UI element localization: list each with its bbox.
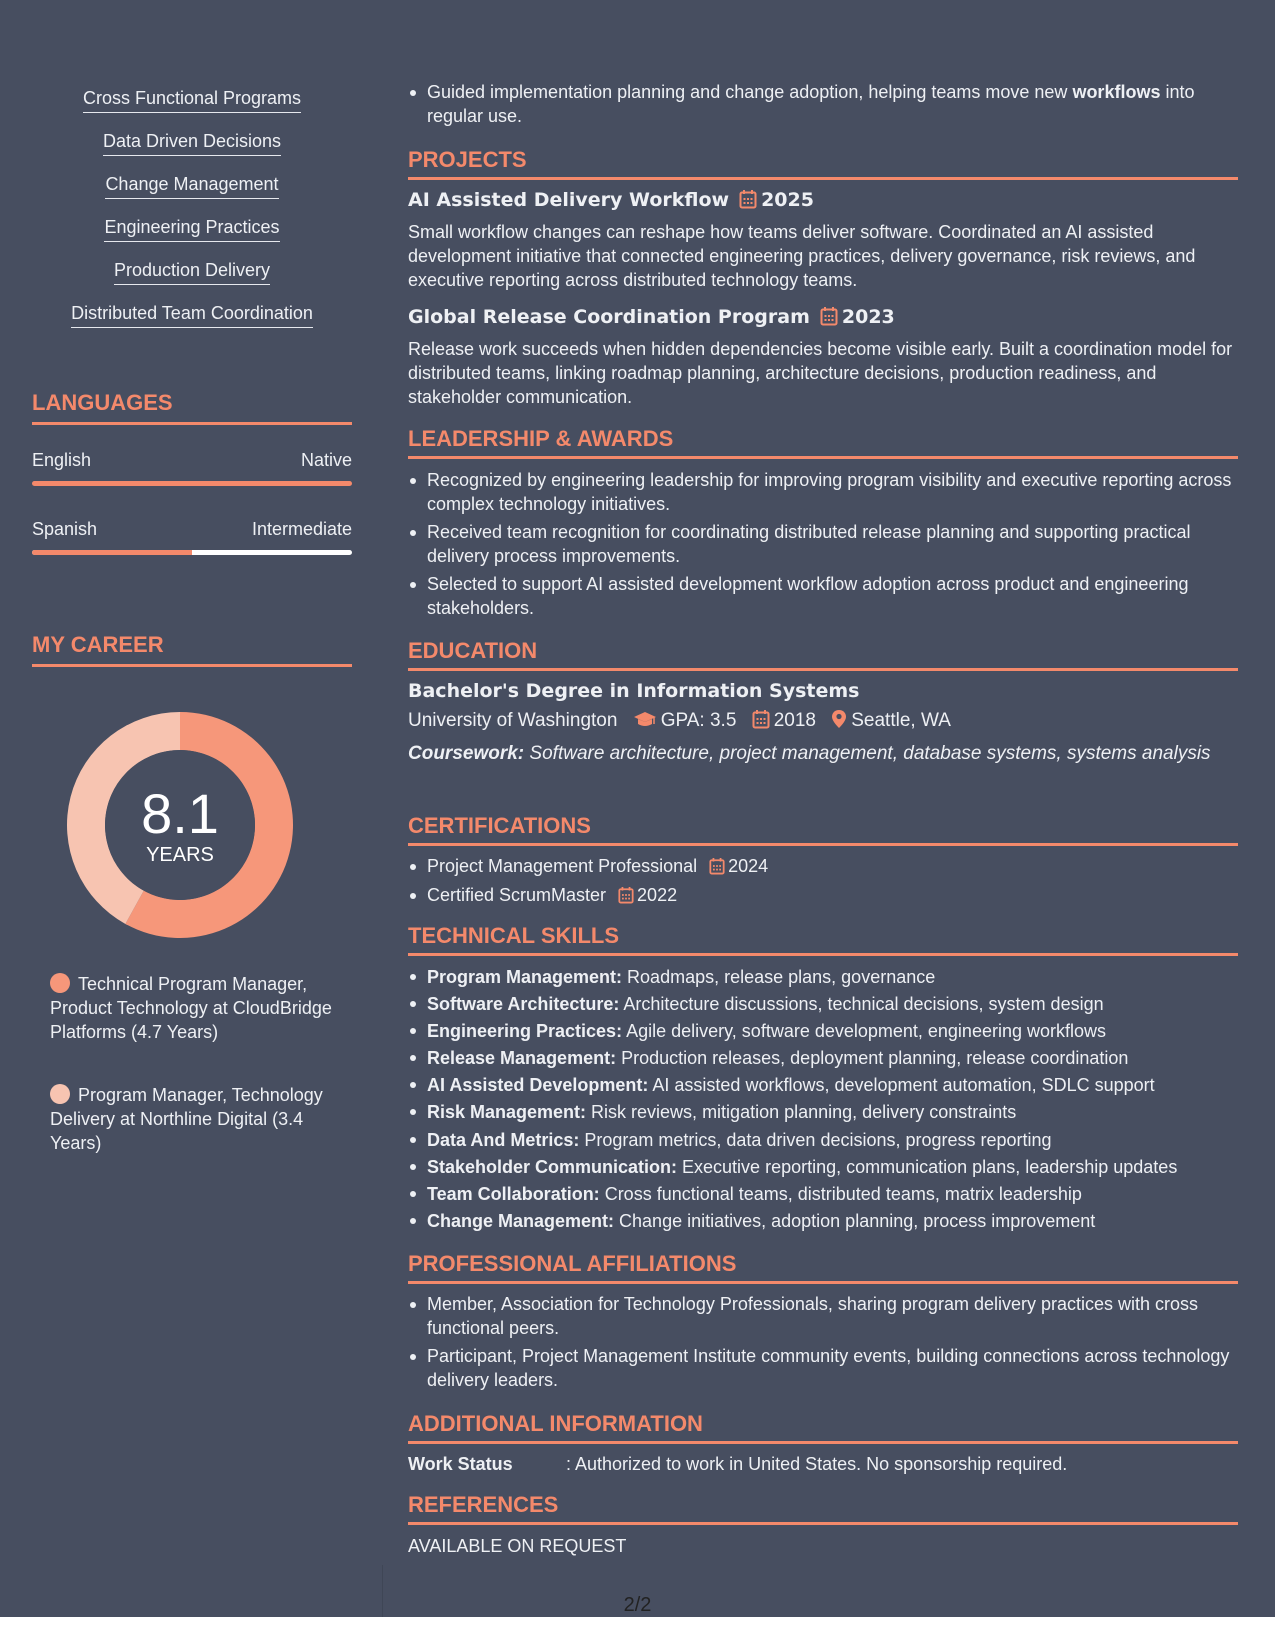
career-total: 8.1 (141, 782, 219, 845)
skill-label: Stakeholder Communication: (427, 1156, 678, 1177)
bullet-bold-text: workflows (1072, 82, 1161, 102)
coursework-text: Software architecture, project management, database systems, systems analysis (524, 743, 1211, 764)
proficiency-fill (32, 481, 352, 486)
education-location: Seattle, WA (851, 710, 951, 731)
additional-info-row (408, 1452, 1238, 1476)
project-item (408, 304, 1238, 409)
affiliation-item: Participant, Project Management Institute community events, building connections across technology delivery leaders. (408, 1344, 1238, 1392)
project-title: Global Release Coordination Program (408, 306, 810, 328)
language-name: Spanish (32, 519, 98, 539)
certification-name: Certified ScrumMaster (427, 885, 607, 905)
additional-info-heading: ADDITIONAL INFORMATION (408, 1411, 1238, 1444)
career-role-text: Program Manager, Technology Delivery at Northline Digital (3.4 Years) (50, 1085, 323, 1153)
calendar-icon (709, 857, 725, 881)
certification-year: 2024 (728, 856, 769, 876)
experience-bullet (408, 80, 1238, 128)
strength-item: Cross Functional Programs (83, 86, 301, 113)
calendar-icon (752, 709, 770, 737)
strengths-list (32, 86, 352, 344)
skill-value: Executive reporting, communication plans, leadership updates (677, 1156, 1178, 1177)
skill-item (408, 991, 1238, 1018)
language-row (32, 519, 352, 540)
skill-label: Release Management: (427, 1048, 617, 1069)
skill-value: Change initiatives, adoption planning, process improvement (614, 1210, 1096, 1231)
projects-heading: PROJECTS (408, 147, 1238, 180)
skill-value: Cross functional teams, distributed teams, matrix leadership (599, 1183, 1082, 1204)
education-details (408, 708, 1238, 737)
school-name: University of Washington (408, 710, 618, 731)
affiliations-heading: PROFESSIONAL AFFILIATIONS (408, 1251, 1238, 1284)
career-donut-chart (67, 712, 293, 938)
references-heading: REFERENCES (408, 1492, 1238, 1525)
legend-dot (50, 973, 70, 993)
language-proficiency-bar (32, 481, 352, 486)
legend-dot (50, 1084, 70, 1104)
language-name: English (32, 450, 92, 470)
strength-item: Distributed Team Coordination (71, 301, 313, 328)
language-level: Intermediate (251, 519, 352, 539)
skills-heading: TECHNICAL SKILLS (408, 923, 1238, 956)
skill-item (408, 1208, 1238, 1235)
skill-item (408, 1072, 1238, 1099)
skill-item (408, 1099, 1238, 1126)
leadership-heading: LEADERSHIP & AWARDS (408, 426, 1238, 459)
project-year: 2023 (841, 306, 895, 328)
leadership-item: Received team recognition for coordinating distributed release planning and supporting practical delivery process improvements. (408, 520, 1238, 568)
graduation-cap-icon (633, 711, 657, 737)
languages-heading: LANGUAGES (32, 390, 352, 425)
skill-item (408, 1154, 1238, 1181)
career-role (50, 1083, 340, 1155)
career-role-text: Technical Program Manager, Product Technology at CloudBridge Platforms (4.7 Years) (50, 974, 332, 1042)
skill-label: Data And Metrics: (427, 1129, 580, 1150)
calendar-icon (739, 189, 757, 216)
career-role (50, 972, 340, 1044)
project-item (408, 187, 1238, 292)
certification-name: Project Management Professional (427, 856, 698, 876)
skill-value: Roadmaps, release plans, governance (622, 967, 936, 987)
graduation-year: 2018 (773, 710, 816, 731)
certifications-heading: CERTIFICATIONS (408, 813, 1238, 846)
leadership-item: Selected to support AI assisted development workflow adoption across product and engineering stakeholders. (408, 572, 1238, 620)
work-status-value: : Authorized to work in United States. No sponsorship required. (566, 1454, 1068, 1474)
proficiency-fill (32, 550, 192, 555)
page-number: 2/2 (623, 1594, 652, 1616)
career-unit: YEARS (146, 844, 214, 866)
experience-continued (408, 80, 1238, 128)
donut-center (67, 712, 293, 938)
calendar-icon (618, 886, 634, 910)
strength-item: Data Driven Decisions (103, 129, 281, 156)
skill-value: Agile delivery, software development, engineering workflows (622, 1021, 1106, 1042)
skill-item (408, 1045, 1238, 1072)
education-heading: EDUCATION (408, 638, 1238, 671)
project-title-row (408, 304, 1238, 333)
skill-value: Production releases, deployment planning, release coordination (616, 1048, 1129, 1069)
references-text: AVAILABLE ON REQUEST (408, 1536, 627, 1556)
skill-label: Engineering Practices: (427, 1021, 623, 1042)
project-title-row (408, 187, 1238, 216)
certifications-list (408, 854, 1238, 910)
skill-item (408, 1127, 1238, 1154)
strength-item: Production Delivery (114, 258, 270, 285)
calendar-icon (820, 306, 838, 333)
bullet-text: into regular use. (427, 82, 1195, 126)
skills-list (408, 964, 1238, 1235)
skill-item (408, 1018, 1238, 1045)
project-title: AI Assisted Delivery Workflow (408, 189, 730, 211)
language-level: Native (300, 450, 352, 470)
leadership-list (408, 468, 1238, 620)
skill-item (408, 1181, 1238, 1208)
gpa: GPA: 3.5 (660, 710, 737, 731)
project-description: Release work succeeds when hidden dependencies become visible early. Built a coordination model for distributed teams, linking roadmap planning, architecture decisions, production readiness, and stakeholder communication. (408, 339, 1233, 407)
skill-label: Team Collaboration: (427, 1183, 600, 1204)
project-description: Small workflow changes can reshape how teams deliver software. Coordinated an AI assisted development initiative that connected engineering practices, delivery governance, risk reviews, and executive reporting across distributed technology teams. (408, 222, 1196, 290)
leadership-item: Recognized by engineering leadership for improving program visibility and executive reporting across complex technology initiatives. (408, 468, 1238, 516)
strength-item: Engineering Practices (104, 215, 279, 242)
certification-item (408, 854, 1238, 881)
affiliations-list (408, 1292, 1238, 1392)
strength-item: Change Management (105, 172, 278, 199)
skill-label: Program Management: (427, 967, 623, 987)
language-proficiency-bar (32, 550, 352, 555)
skill-item (408, 964, 1238, 991)
career-heading: MY CAREER (32, 632, 352, 667)
location-pin-icon (831, 709, 847, 737)
certification-year: 2022 (637, 885, 678, 905)
bullet-text: Guided implementation planning and change adoption, helping teams move new (427, 82, 1073, 102)
certification-item (408, 883, 1238, 910)
coursework (408, 741, 1238, 766)
coursework-label: Coursework: (408, 743, 525, 764)
affiliation-item: Member, Association for Technology Professionals, sharing program delivery practices with cross functional peers. (408, 1292, 1238, 1340)
work-status-label: Work Status (408, 1454, 513, 1474)
education-entry (408, 678, 1238, 766)
degree-title: Bachelor's Degree in Information Systems (408, 680, 860, 702)
skill-label: Change Management: (427, 1210, 615, 1231)
project-year: 2025 (761, 189, 814, 211)
skill-value: Risk reviews, mitigation planning, delivery constraints (586, 1102, 1017, 1123)
skill-value: Architecture discussions, technical decisions, system design (619, 994, 1104, 1015)
skill-label: Software Architecture: (427, 994, 620, 1015)
skill-value: Program metrics, data driven decisions, progress reporting (579, 1129, 1052, 1150)
skill-value: AI assisted workflows, development automation, SDLC support (648, 1075, 1155, 1096)
skill-label: AI Assisted Development: (427, 1075, 649, 1096)
skill-label: Risk Management: (427, 1102, 587, 1123)
language-row (32, 450, 352, 471)
